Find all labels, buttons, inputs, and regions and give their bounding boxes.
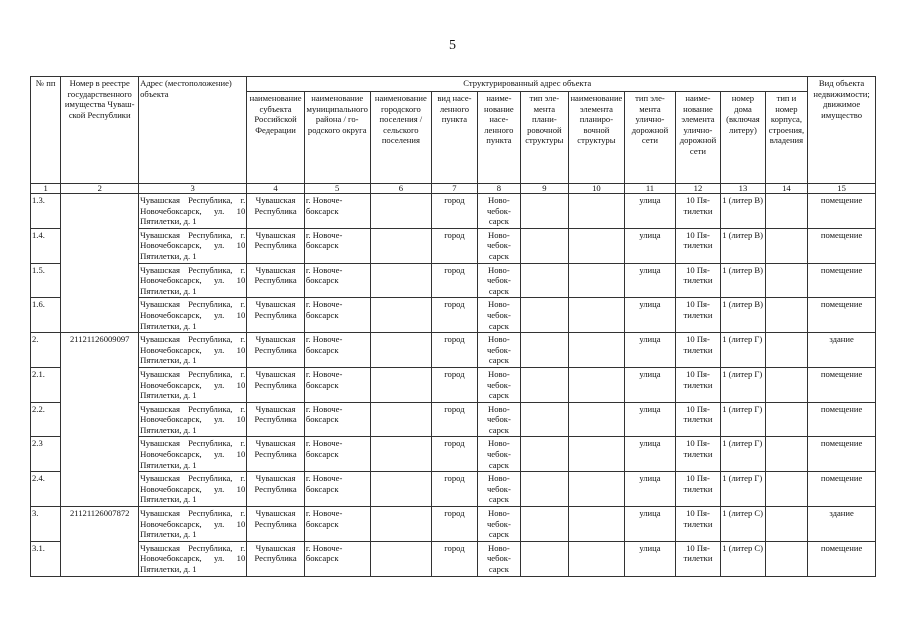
locality-name-cell: Новочебоксарск	[477, 507, 520, 542]
address-cell: Чувашская Республика, г. Новочебоксарск, ул. 10 Пятилетки, д. 1	[139, 263, 247, 298]
address-cell: Чувашская Республика, г. Новочебоксарск, ул. 10 Пятилетки, д. 1	[139, 367, 247, 402]
registry-number	[61, 194, 139, 229]
planning-name-cell	[568, 402, 625, 437]
header-row-number: № пп	[31, 77, 61, 184]
street-type-cell: улица	[625, 507, 676, 542]
street-type-cell: улица	[625, 367, 676, 402]
header-locality-name: наименование населенного пункта	[477, 92, 520, 184]
planning-name-cell	[568, 333, 625, 368]
settlement-cell	[370, 228, 432, 263]
header-municipality: наименование муниципального района / городского округа	[304, 92, 370, 184]
house-number-cell: 1 (литер Г)	[721, 367, 765, 402]
locality-name-cell: Новочебоксарск	[477, 402, 520, 437]
column-number: 8	[477, 184, 520, 194]
locality-name-cell: Новочебоксарск	[477, 194, 520, 229]
locality-name-cell: Новочебоксарск	[477, 472, 520, 507]
registry-number	[61, 298, 139, 333]
street-type-cell: улица	[625, 541, 676, 576]
column-number: 11	[625, 184, 676, 194]
subject-cell: Чувашская Республика	[247, 298, 305, 333]
column-number: 10	[568, 184, 625, 194]
address-cell: Чувашская Республика, г. Новочебоксарск, ул. 10 Пятилетки, д. 1	[139, 541, 247, 576]
subject-cell: Чувашская Республика	[247, 541, 305, 576]
locality-kind-cell: город	[432, 541, 477, 576]
planning-type-cell	[521, 333, 569, 368]
settlement-cell	[370, 298, 432, 333]
street-name-cell: 10 Пятилетки	[675, 402, 720, 437]
house-number-cell: 1 (литер Г)	[721, 402, 765, 437]
address-cell: Чувашская Республика, г. Новочебоксарск, ул. 10 Пятилетки, д. 1	[139, 507, 247, 542]
house-number-cell: 1 (литер С)	[721, 541, 765, 576]
table-row	[31, 263, 876, 298]
registry-number	[61, 263, 139, 298]
registry-number	[61, 437, 139, 472]
street-type-cell: улица	[625, 437, 676, 472]
header-locality-kind: вид населенного пункта	[432, 92, 477, 184]
planning-type-cell	[521, 541, 569, 576]
address-cell: Чувашская Республика, г. Новочебоксарск, ул. 10 Пятилетки, д. 1	[139, 333, 247, 368]
subject-cell: Чувашская Республика	[247, 333, 305, 368]
row-number: 2.2.	[31, 402, 61, 437]
street-type-cell: улица	[625, 263, 676, 298]
house-number-cell: 1 (литер В)	[721, 298, 765, 333]
street-type-cell: улица	[625, 298, 676, 333]
row-number: 1.3.	[31, 194, 61, 229]
locality-kind-cell: город	[432, 402, 477, 437]
locality-name-cell: Новочебоксарск	[477, 228, 520, 263]
settlement-cell	[370, 437, 432, 472]
registry-number: 21121126009097	[61, 333, 139, 368]
street-type-cell: улица	[625, 402, 676, 437]
object-kind-cell: помещение	[808, 541, 876, 576]
registry-number: 21121126007872	[61, 507, 139, 542]
locality-kind-cell: город	[432, 228, 477, 263]
object-kind-cell: помещение	[808, 228, 876, 263]
locality-kind-cell: город	[432, 367, 477, 402]
settlement-cell	[370, 402, 432, 437]
planning-type-cell	[521, 507, 569, 542]
object-kind-cell: помещение	[808, 367, 876, 402]
object-kind-cell: помещение	[808, 472, 876, 507]
header-building-type: тип и номер корпуса, строения, владения	[765, 92, 808, 184]
planning-name-cell	[568, 194, 625, 229]
building-type-cell	[765, 472, 808, 507]
street-name-cell: 10 Пятилетки	[675, 333, 720, 368]
header-house-number: номер дома (включая литеру)	[721, 92, 765, 184]
address-cell: Чувашская Республика, г. Новочебоксарск, ул. 10 Пятилетки, д. 1	[139, 472, 247, 507]
street-type-cell: улица	[625, 333, 676, 368]
row-number: 2.4.	[31, 472, 61, 507]
column-number: 15	[808, 184, 876, 194]
header-street-type: тип элемента уличнодорожной сети	[625, 92, 676, 184]
header-address: Адрес (местоположение) объекта	[139, 77, 247, 184]
header-structured-address: Структурированный адрес объекта	[247, 77, 808, 92]
column-number: 2	[61, 184, 139, 194]
header-object-type: Вид объекта недвижимости; движимое имущество	[808, 77, 876, 184]
house-number-cell: 1 (литер Г)	[721, 472, 765, 507]
locality-kind-cell: город	[432, 507, 477, 542]
planning-type-cell	[521, 228, 569, 263]
subject-cell: Чувашская Республика	[247, 263, 305, 298]
registry-number	[61, 402, 139, 437]
row-number: 1.6.	[31, 298, 61, 333]
column-number: 3	[139, 184, 247, 194]
planning-type-cell	[521, 437, 569, 472]
header-subject: наименование субъекта Российской Федерации	[247, 92, 305, 184]
building-type-cell	[765, 263, 808, 298]
locality-kind-cell: город	[432, 194, 477, 229]
header-planning-type: тип элемента планировочной структуры	[521, 92, 569, 184]
street-type-cell: улица	[625, 228, 676, 263]
row-number: 2.3	[31, 437, 61, 472]
building-type-cell	[765, 298, 808, 333]
planning-name-cell	[568, 507, 625, 542]
municipality-cell: г. Новочебоксарск	[304, 263, 370, 298]
building-type-cell	[765, 194, 808, 229]
house-number-cell: 1 (литер Г)	[721, 437, 765, 472]
locality-name-cell: Новочебоксарск	[477, 367, 520, 402]
row-number: 1.4.	[31, 228, 61, 263]
locality-name-cell: Новочебоксарск	[477, 437, 520, 472]
municipality-cell: г. Новочебоксарск	[304, 541, 370, 576]
settlement-cell	[370, 333, 432, 368]
header-street-name: наименование элемента уличнодорожной сети	[675, 92, 720, 184]
house-number-cell: 1 (литер В)	[721, 194, 765, 229]
object-kind-cell: здание	[808, 507, 876, 542]
locality-kind-cell: город	[432, 472, 477, 507]
row-number: 1.5.	[31, 263, 61, 298]
column-number: 4	[247, 184, 305, 194]
table-row	[31, 507, 876, 542]
locality-kind-cell: город	[432, 437, 477, 472]
street-name-cell: 10 Пятилетки	[675, 472, 720, 507]
settlement-cell	[370, 367, 432, 402]
object-kind-cell: помещение	[808, 402, 876, 437]
table-row	[31, 472, 876, 507]
object-kind-cell: помещение	[808, 263, 876, 298]
column-number: 7	[432, 184, 477, 194]
table-row	[31, 437, 876, 472]
row-number: 3.	[31, 507, 61, 542]
address-cell: Чувашская Республика, г. Новочебоксарск, ул. 10 Пятилетки, д. 1	[139, 437, 247, 472]
locality-name-cell: Новочебоксарск	[477, 263, 520, 298]
table-row	[31, 298, 876, 333]
building-type-cell	[765, 402, 808, 437]
building-type-cell	[765, 437, 808, 472]
locality-name-cell: Новочебоксарск	[477, 333, 520, 368]
column-number: 12	[675, 184, 720, 194]
planning-type-cell	[521, 194, 569, 229]
column-number: 1	[31, 184, 61, 194]
building-type-cell	[765, 541, 808, 576]
address-cell: Чувашская Республика, г. Новочебоксарск, ул. 10 Пятилетки, д. 1	[139, 298, 247, 333]
locality-name-cell: Новочебоксарск	[477, 298, 520, 333]
object-kind-cell: помещение	[808, 298, 876, 333]
registry-number	[61, 228, 139, 263]
table-row	[31, 541, 876, 576]
planning-type-cell	[521, 298, 569, 333]
header-settlement: наименование городского поселения / сельского поселения	[370, 92, 432, 184]
planning-name-cell	[568, 367, 625, 402]
settlement-cell	[370, 472, 432, 507]
municipality-cell: г. Новочебоксарск	[304, 507, 370, 542]
subject-cell: Чувашская Республика	[247, 472, 305, 507]
municipality-cell: г. Новочебоксарск	[304, 472, 370, 507]
house-number-cell: 1 (литер В)	[721, 263, 765, 298]
row-number: 2.1.	[31, 367, 61, 402]
object-kind-cell: здание	[808, 333, 876, 368]
house-number-cell: 1 (литер С)	[721, 507, 765, 542]
municipality-cell: г. Новочебоксарск	[304, 367, 370, 402]
building-type-cell	[765, 228, 808, 263]
planning-type-cell	[521, 402, 569, 437]
house-number-cell: 1 (литер В)	[721, 228, 765, 263]
street-name-cell: 10 Пятилетки	[675, 507, 720, 542]
municipality-cell: г. Новочебоксарск	[304, 194, 370, 229]
header-planning-name: наименование элемента планировочной структуры	[568, 92, 625, 184]
table-row	[31, 194, 876, 229]
address-cell: Чувашская Республика, г. Новочебоксарск, ул. 10 Пятилетки, д. 1	[139, 402, 247, 437]
settlement-cell	[370, 194, 432, 229]
address-cell: Чувашская Республика, г. Новочебоксарск, ул. 10 Пятилетки, д. 1	[139, 194, 247, 229]
locality-kind-cell: город	[432, 298, 477, 333]
subject-cell: Чувашская Республика	[247, 437, 305, 472]
table-row	[31, 367, 876, 402]
table-row	[31, 402, 876, 437]
planning-name-cell	[568, 228, 625, 263]
locality-kind-cell: город	[432, 333, 477, 368]
table-row	[31, 333, 876, 368]
page-number: 5	[449, 38, 456, 53]
locality-name-cell: Новочебоксарск	[477, 541, 520, 576]
column-number: 14	[765, 184, 808, 194]
planning-type-cell	[521, 263, 569, 298]
planning-type-cell	[521, 367, 569, 402]
registry-number	[61, 472, 139, 507]
table-row	[31, 228, 876, 263]
house-number-cell: 1 (литер Г)	[721, 333, 765, 368]
street-name-cell: 10 Пятилетки	[675, 541, 720, 576]
settlement-cell	[370, 507, 432, 542]
planning-type-cell	[521, 472, 569, 507]
subject-cell: Чувашская Республика	[247, 367, 305, 402]
subject-cell: Чувашская Республика	[247, 507, 305, 542]
street-name-cell: 10 Пятилетки	[675, 298, 720, 333]
building-type-cell	[765, 333, 808, 368]
settlement-cell	[370, 541, 432, 576]
street-name-cell: 10 Пятилетки	[675, 228, 720, 263]
property-register-table	[30, 76, 876, 577]
header-registry-number: Номер в реестре государственного имущества Чувашской Республики	[61, 77, 139, 184]
municipality-cell: г. Новочебоксарск	[304, 402, 370, 437]
subject-cell: Чувашская Республика	[247, 228, 305, 263]
subject-cell: Чувашская Республика	[247, 194, 305, 229]
building-type-cell	[765, 507, 808, 542]
row-number: 2.	[31, 333, 61, 368]
street-name-cell: 10 Пятилетки	[675, 263, 720, 298]
street-name-cell: 10 Пятилетки	[675, 367, 720, 402]
object-kind-cell: помещение	[808, 194, 876, 229]
planning-name-cell	[568, 472, 625, 507]
settlement-cell	[370, 263, 432, 298]
planning-name-cell	[568, 541, 625, 576]
street-name-cell: 10 Пятилетки	[675, 194, 720, 229]
subject-cell: Чувашская Республика	[247, 402, 305, 437]
municipality-cell: г. Новочебоксарск	[304, 333, 370, 368]
registry-number	[61, 367, 139, 402]
municipality-cell: г. Новочебоксарск	[304, 228, 370, 263]
registry-number	[61, 541, 139, 576]
building-type-cell	[765, 367, 808, 402]
planning-name-cell	[568, 298, 625, 333]
address-cell: Чувашская Республика, г. Новочебоксарск, ул. 10 Пятилетки, д. 1	[139, 228, 247, 263]
municipality-cell: г. Новочебоксарск	[304, 298, 370, 333]
street-type-cell: улица	[625, 194, 676, 229]
planning-name-cell	[568, 437, 625, 472]
street-name-cell: 10 Пятилетки	[675, 437, 720, 472]
column-number-row	[31, 184, 876, 194]
locality-kind-cell: город	[432, 263, 477, 298]
column-number: 9	[521, 184, 569, 194]
object-kind-cell: помещение	[808, 437, 876, 472]
row-number: 3.1.	[31, 541, 61, 576]
column-number: 13	[721, 184, 765, 194]
planning-name-cell	[568, 263, 625, 298]
street-type-cell: улица	[625, 472, 676, 507]
column-number: 5	[304, 184, 370, 194]
column-number: 6	[370, 184, 432, 194]
municipality-cell: г. Новочебоксарск	[304, 437, 370, 472]
